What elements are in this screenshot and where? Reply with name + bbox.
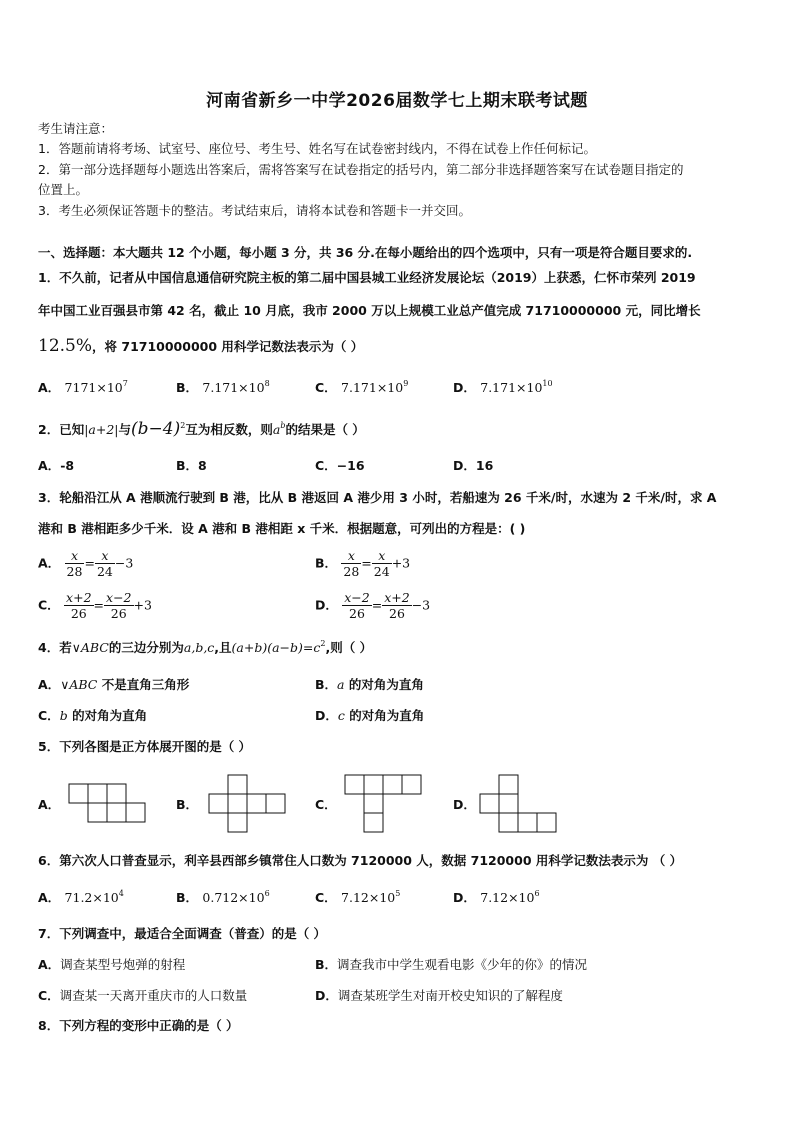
q6-option-a[interactable]: A． $71.2\times 10^4$ (38, 889, 124, 905)
notice-heading: 考生请注意： (38, 121, 114, 136)
q1-line2: 年中国工业百强县市第 42 名，截止 10 月底，我市 2000 万以上规模工业总产值完成 71710000000 元，同比增长 (38, 303, 701, 318)
page-title: 河南省新乡一中学2026届数学七上期末联考试题 (206, 91, 588, 111)
q6-option-c[interactable]: C． $7.12\times 10^5$ (315, 889, 401, 905)
q4-option-b[interactable]: B．a 的对角为直角 (315, 677, 424, 692)
q1-percent: 12.5% (38, 336, 93, 356)
notice-item: 1．答题前请将考场、试室号、座位号、考生号、姓名写在试卷密封线内，不得在试卷上作任何标记。 (38, 141, 596, 156)
q5-net-a[interactable] (68, 783, 146, 823)
notice-item: 位置上。 (38, 182, 89, 197)
q1-line3-text: ，将 71710000000 用科学记数法表示为（ ） (92, 339, 364, 354)
q5-net-d[interactable] (479, 774, 557, 833)
q4-stem: 4．若∨ABC的三边分别为a,b,c,且$(a+b)(a-b)=c^2$,则（ ） (38, 639, 373, 655)
q3-option-d[interactable]: D． $\frac{x-2}{26}$ = $\frac{x+2}{26}$ −3 (315, 590, 431, 621)
q2-option-a[interactable]: A．-8 (38, 458, 75, 473)
q1-line3 (38, 338, 363, 355)
q3-option-b[interactable]: B． $\frac{x}{28}$ = $\frac{x}{24}$ +3 (315, 548, 411, 579)
q6-option-d[interactable]: D． $7.12\times 10^6$ (453, 889, 540, 905)
q2-stem: 2．已知|a+2|与$(b-4)^2$互为相反数，则$a^b$的结果是（ ） (38, 419, 365, 439)
q1-option-c[interactable]: C． $7.171\times 10^9$ (315, 379, 409, 395)
q1-option-a[interactable]: A． $7171\times 10^7$ (38, 379, 128, 395)
q4-option-d[interactable]: D．c 的对角为直角 (315, 708, 425, 723)
q1-line1: 1．不久前，记者从中国信息通信研究院主板的第二届中国县城工业经济发展论坛（2019）上获悉，仁怀市荣列 2019 (38, 270, 696, 285)
q5-option-c-label[interactable]: C． (315, 797, 337, 812)
q5-net-c[interactable] (344, 774, 422, 833)
q7-option-c[interactable]: C．调查某一天离开重庆市的人口数量 (38, 988, 248, 1003)
section-heading: 一、选择题：本大题共 12 个小题，每小题 3 分，共 36 分.在每小题给出的四个选项中，只有一项是符合题目要求的. (38, 245, 693, 260)
q7-option-a[interactable]: A．调查某型号炮弹的射程 (38, 957, 186, 972)
q2-option-d[interactable]: D．16 (453, 458, 494, 473)
q8-stem: 8．下列方程的变形中正确的是（ ） (38, 1018, 239, 1033)
q3-option-a[interactable]: A． $\frac{x}{28}$ = $\frac{x}{24}$ −3 (38, 548, 134, 579)
q6-stem: 6．第六次人口普查显示，利辛县西部乡镇常住人口数为 7120000 人，数据 7120000 用科学记数法表示为 （ ） (38, 853, 683, 868)
q5-option-b-label[interactable]: B． (176, 797, 199, 812)
q7-stem: 7．下列调查中，最适合全面调查（普查）的是（ ） (38, 926, 327, 941)
q5-option-a-label[interactable]: A． (38, 797, 61, 812)
notice-item: 2．第一部分选择题每小题选出答案后，需将答案写在试卷指定的括号内，第二部分非选择题答案写在试卷题目指定的 (38, 162, 684, 177)
q3-option-c[interactable]: C． $\frac{x+2}{26}$ = $\frac{x-2}{26}$ +3 (38, 590, 152, 621)
q3-line1: 3．轮船沿江从 A 港顺流行驶到 B 港，比从 B 港返回 A 港少用 3 小时，若船速为 26 千米/时，水速为 2 千米/时，求 A (38, 490, 717, 505)
q1-option-b[interactable]: B． $7.171\times 10^8$ (176, 379, 270, 395)
q4-option-a[interactable]: A．∨ABC 不是直角三角形 (38, 677, 190, 692)
q6-option-b[interactable]: B． $0.712\times 10^6$ (176, 889, 270, 905)
q7-option-d[interactable]: D．调查某班学生对南开校史知识的了解程度 (315, 988, 563, 1003)
q2-option-b[interactable]: B．8 (176, 458, 207, 473)
q4-option-c[interactable]: C．b 的对角为直角 (38, 708, 148, 723)
q1-option-d[interactable]: D． $7.171\times 10^{10}$ (453, 379, 553, 395)
q5-option-d-label[interactable]: D． (453, 797, 476, 812)
q2-option-c[interactable]: C．−16 (315, 458, 365, 473)
q5-net-b[interactable] (208, 774, 286, 833)
notice-item: 3．考生必须保证答题卡的整洁。考试结束后，请将本试卷和答题卡一并交回。 (38, 203, 471, 218)
q7-option-b[interactable]: B．调查我市中学生观看电影《少年的你》的情况 (315, 957, 588, 972)
q5-stem: 5．下列各图是正方体展开图的是（ ） (38, 739, 252, 754)
q3-line2: 港和 B 港相距多少千米．设 A 港和 B 港相距 x 千米．根据题意，可列出的方程是：( ) (38, 521, 526, 536)
